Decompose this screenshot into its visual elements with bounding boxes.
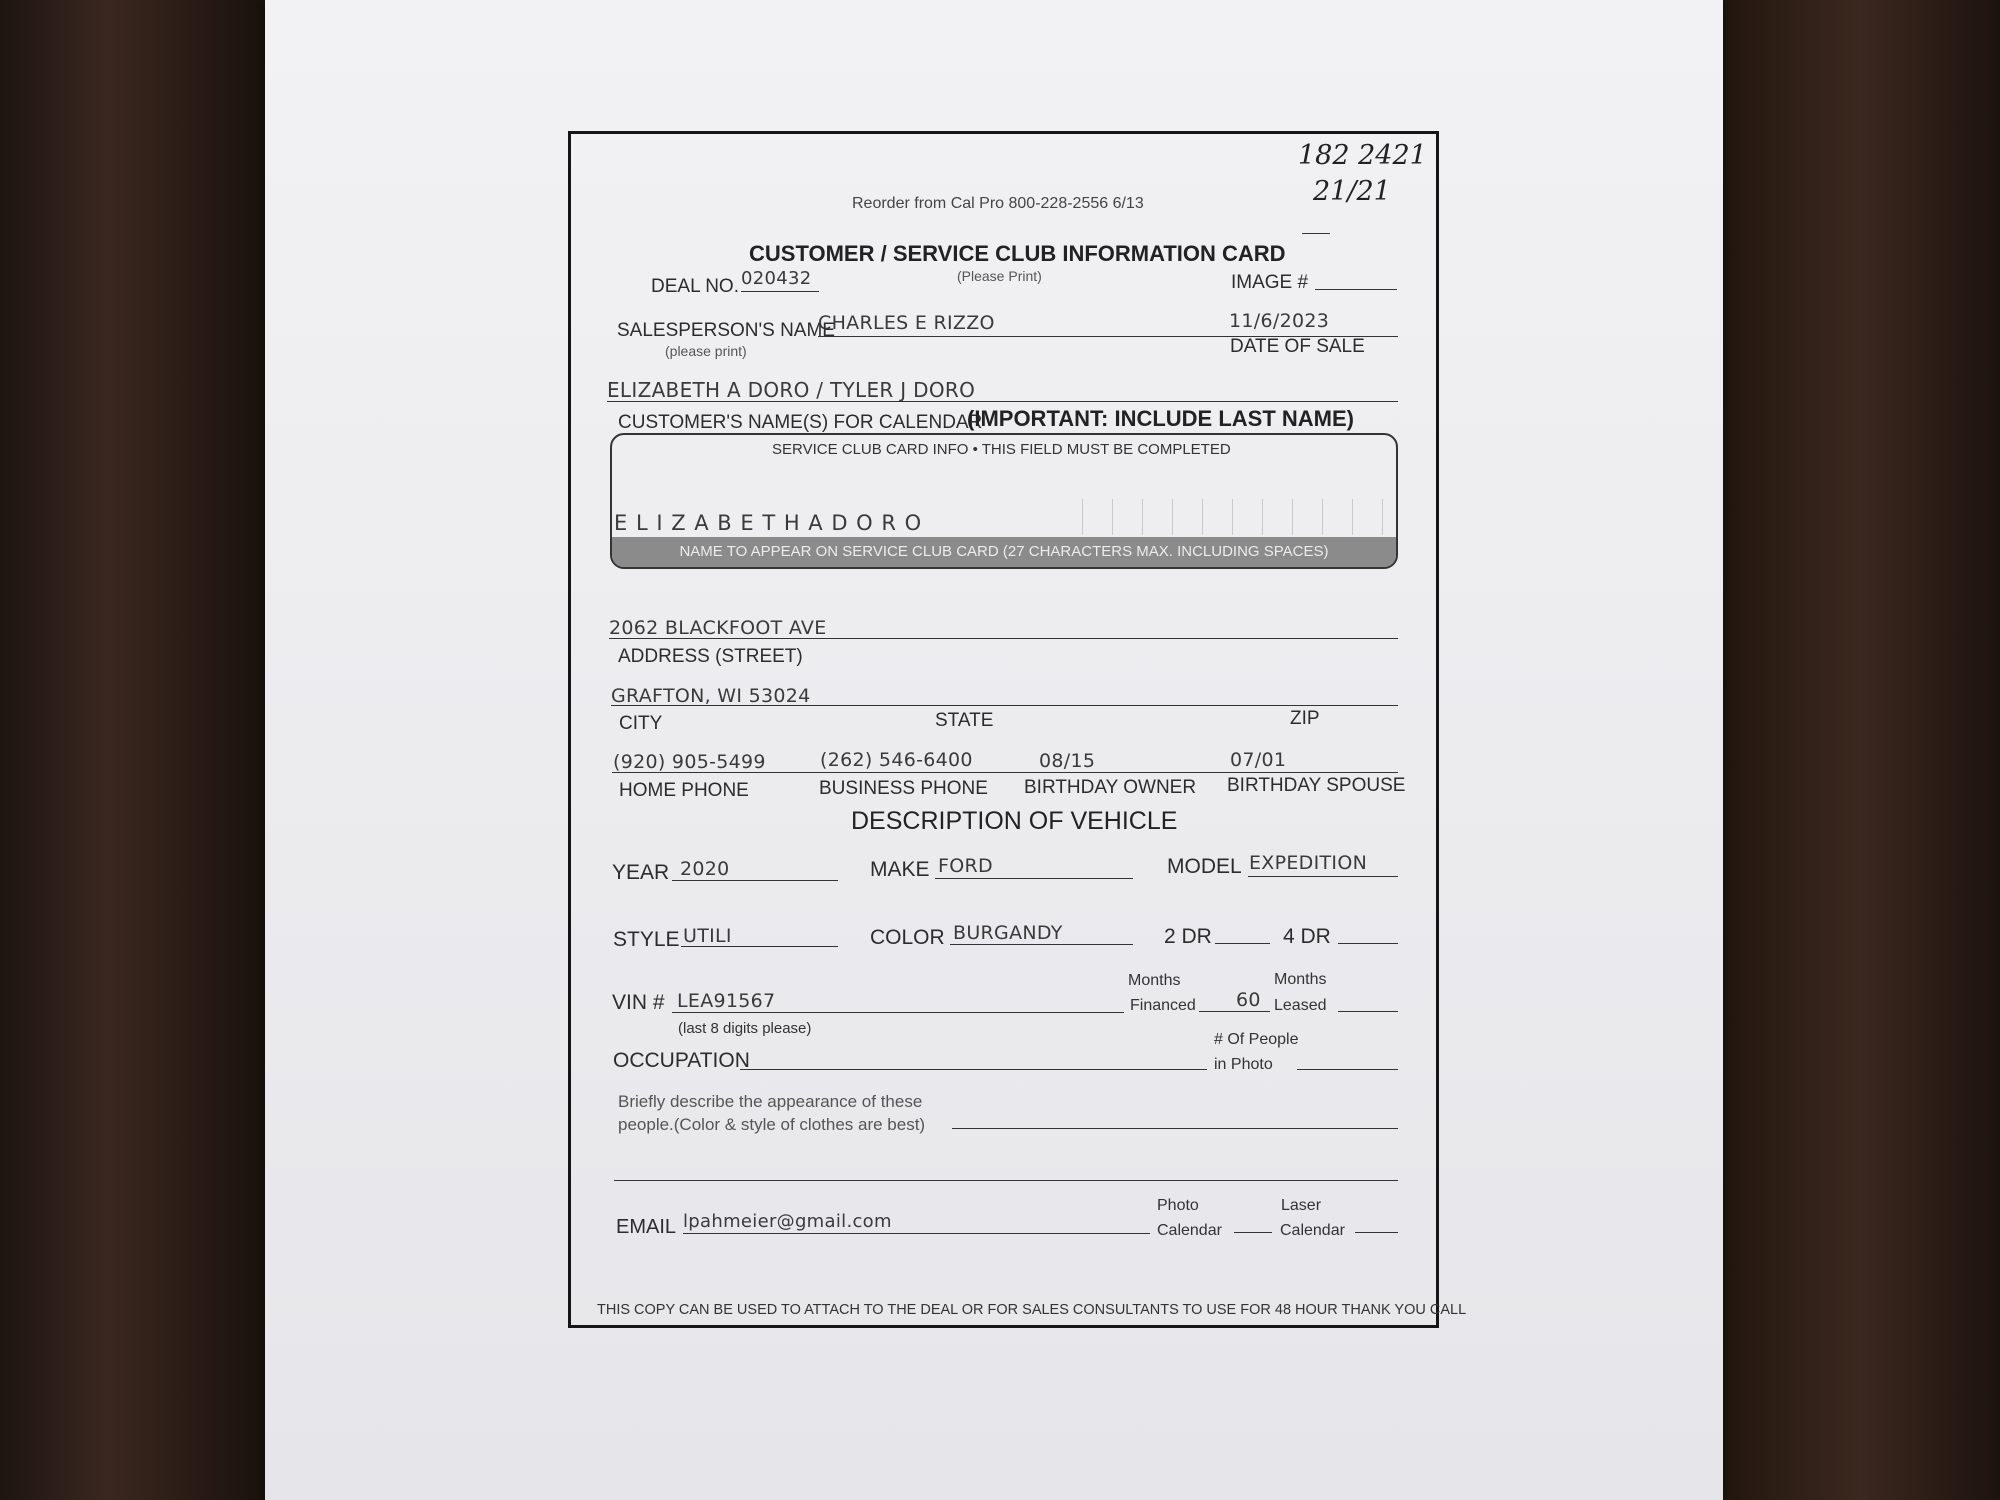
months-financed-label-1: Months: [1128, 972, 1181, 989]
home-phone-value: (920) 905-5499: [613, 751, 766, 773]
people-in-photo-label-1: # Of People: [1214, 1031, 1299, 1048]
photo-calendar-label-1: Photo: [1157, 1197, 1199, 1214]
months-leased-label-2: Leased: [1274, 997, 1327, 1014]
table-surface-right: [1720, 0, 2000, 1500]
months-leased-line: [1338, 1011, 1398, 1012]
birthday-owner-label: BIRTHDAY OWNER: [1024, 777, 1197, 798]
state-label: STATE: [935, 710, 994, 731]
color-label: COLOR: [870, 926, 945, 949]
four-door-label: 4 DR: [1283, 925, 1331, 948]
salesperson-value: CHARLES E RIZZO: [818, 312, 995, 334]
style-label: STYLE: [613, 928, 680, 951]
describe-line-2: [614, 1180, 1398, 1181]
year-label: YEAR: [612, 861, 670, 884]
home-phone-label: HOME PHONE: [619, 780, 749, 801]
zip-label: ZIP: [1290, 708, 1320, 729]
important-note: (IMPORTANT: INCLUDE LAST NAME): [967, 406, 1354, 431]
occupation-label: OCCUPATION: [613, 1049, 750, 1072]
service-club-footer: NAME TO APPEAR ON SERVICE CLUB CARD (27 CHARACTERS MAX. INCLUDING SPACES): [679, 543, 1329, 560]
city-value: GRAFTON, WI 53024: [611, 685, 811, 707]
vin-line: [672, 1012, 1124, 1013]
reorder-text: Reorder from Cal Pro 800-228-2556 6/13: [852, 195, 1144, 212]
vin-label: VIN #: [612, 991, 665, 1014]
address-line: [609, 638, 1398, 639]
business-phone-value: (262) 546-6400: [820, 749, 973, 771]
vin-hint: (last 8 digits please): [678, 1020, 812, 1037]
color-value: BURGANDY: [953, 922, 1063, 944]
city-line: [611, 705, 1398, 706]
service-club-header: SERVICE CLUB CARD INFO • THIS FIELD MUST BE COMPLETED: [772, 441, 1231, 458]
date-of-sale-value: 11/6/2023: [1229, 310, 1330, 332]
service-club-footer-bar: [612, 537, 1396, 567]
photo-calendar-label-2: Calendar: [1157, 1222, 1222, 1239]
year-line: [672, 880, 838, 881]
deal-no-value: 020432: [741, 268, 812, 289]
people-in-photo-line: [1297, 1069, 1398, 1070]
color-line: [950, 944, 1133, 945]
business-phone-label: BUSINESS PHONE: [819, 778, 988, 799]
occupation-line: [740, 1069, 1207, 1070]
months-financed-line: [1199, 1011, 1270, 1012]
deal-no-line: [741, 291, 819, 292]
customer-names-line: [607, 401, 1398, 402]
describe-label-1: Briefly describe the appearance of these: [618, 1092, 923, 1111]
model-label: MODEL: [1167, 855, 1242, 878]
model-value: EXPEDITION: [1249, 852, 1368, 874]
describe-label-2: people.(Color & style of clothes are best): [618, 1115, 926, 1134]
card-title: CUSTOMER / SERVICE CLUB INFORMATION CARD: [749, 241, 1286, 266]
make-value: FORD: [938, 855, 993, 877]
photo-calendar-line: [1234, 1232, 1272, 1233]
salesperson-hint: (please print): [665, 343, 747, 359]
year-value: 2020: [680, 858, 730, 880]
table-surface-left: [0, 0, 270, 1500]
style-line: [681, 946, 838, 947]
image-no-label: IMAGE #: [1231, 272, 1309, 293]
vin-value: LEA91567: [677, 990, 776, 1012]
laser-calendar-label-1: Laser: [1281, 1197, 1322, 1214]
birthday-spouse-label: BIRTHDAY SPOUSE: [1227, 775, 1406, 796]
salesperson-label: SALESPERSON'S NAME: [617, 320, 835, 341]
months-leased-label-1: Months: [1274, 971, 1327, 988]
address-value: 2062 BLACKFOOT AVE: [609, 617, 827, 639]
image-no-line: [1315, 289, 1397, 290]
please-print-note: (Please Print): [957, 268, 1042, 284]
vehicle-heading: DESCRIPTION OF VEHICLE: [851, 807, 1178, 835]
style-value: UTILI: [683, 925, 732, 947]
birthday-owner-value: 08/15: [1039, 750, 1096, 772]
describe-line-1: [952, 1128, 1398, 1129]
make-line: [935, 878, 1133, 879]
email-line: [683, 1233, 1150, 1234]
model-line: [1248, 876, 1398, 877]
birthday-spouse-value: 07/01: [1230, 749, 1287, 771]
deal-no-label: DEAL NO.: [651, 276, 739, 297]
two-door-line: [1215, 943, 1270, 944]
email-value: lpahmeier@gmail.com: [683, 1211, 892, 1232]
months-financed-value: 60: [1236, 989, 1261, 1011]
customer-names-label: CUSTOMER'S NAME(S) FOR CALENDAR: [618, 412, 983, 433]
service-club-box: [610, 433, 1398, 569]
two-door-label: 2 DR: [1164, 925, 1212, 948]
handwritten-note-2: 21/21: [1313, 176, 1391, 207]
address-label: ADDRESS (STREET): [618, 646, 803, 667]
customer-names-value: ELIZABETH A DORO / TYLER J DORO: [607, 378, 976, 402]
service-club-name: E L I Z A B E T H A D O R O: [614, 511, 923, 535]
email-label: EMAIL: [616, 1216, 677, 1238]
footer-note: THIS COPY CAN BE USED TO ATTACH TO THE DEAL OR FOR SALES CONSULTANTS TO USE FOR 48 HOUR THANK YOU CALL: [597, 1302, 1467, 1318]
phones-line: [612, 772, 1398, 773]
laser-calendar-label-2: Calendar: [1280, 1222, 1345, 1239]
months-financed-label-2: Financed: [1130, 997, 1196, 1014]
date-of-sale-label: DATE OF SALE: [1230, 336, 1365, 357]
handwritten-dash: [1302, 233, 1330, 234]
handwritten-note-1: 182 2421: [1298, 140, 1427, 171]
people-in-photo-label-2: in Photo: [1214, 1056, 1273, 1073]
laser-calendar-line: [1355, 1232, 1398, 1233]
four-door-line: [1338, 943, 1398, 944]
city-label: CITY: [619, 713, 663, 734]
make-label: MAKE: [870, 858, 930, 881]
